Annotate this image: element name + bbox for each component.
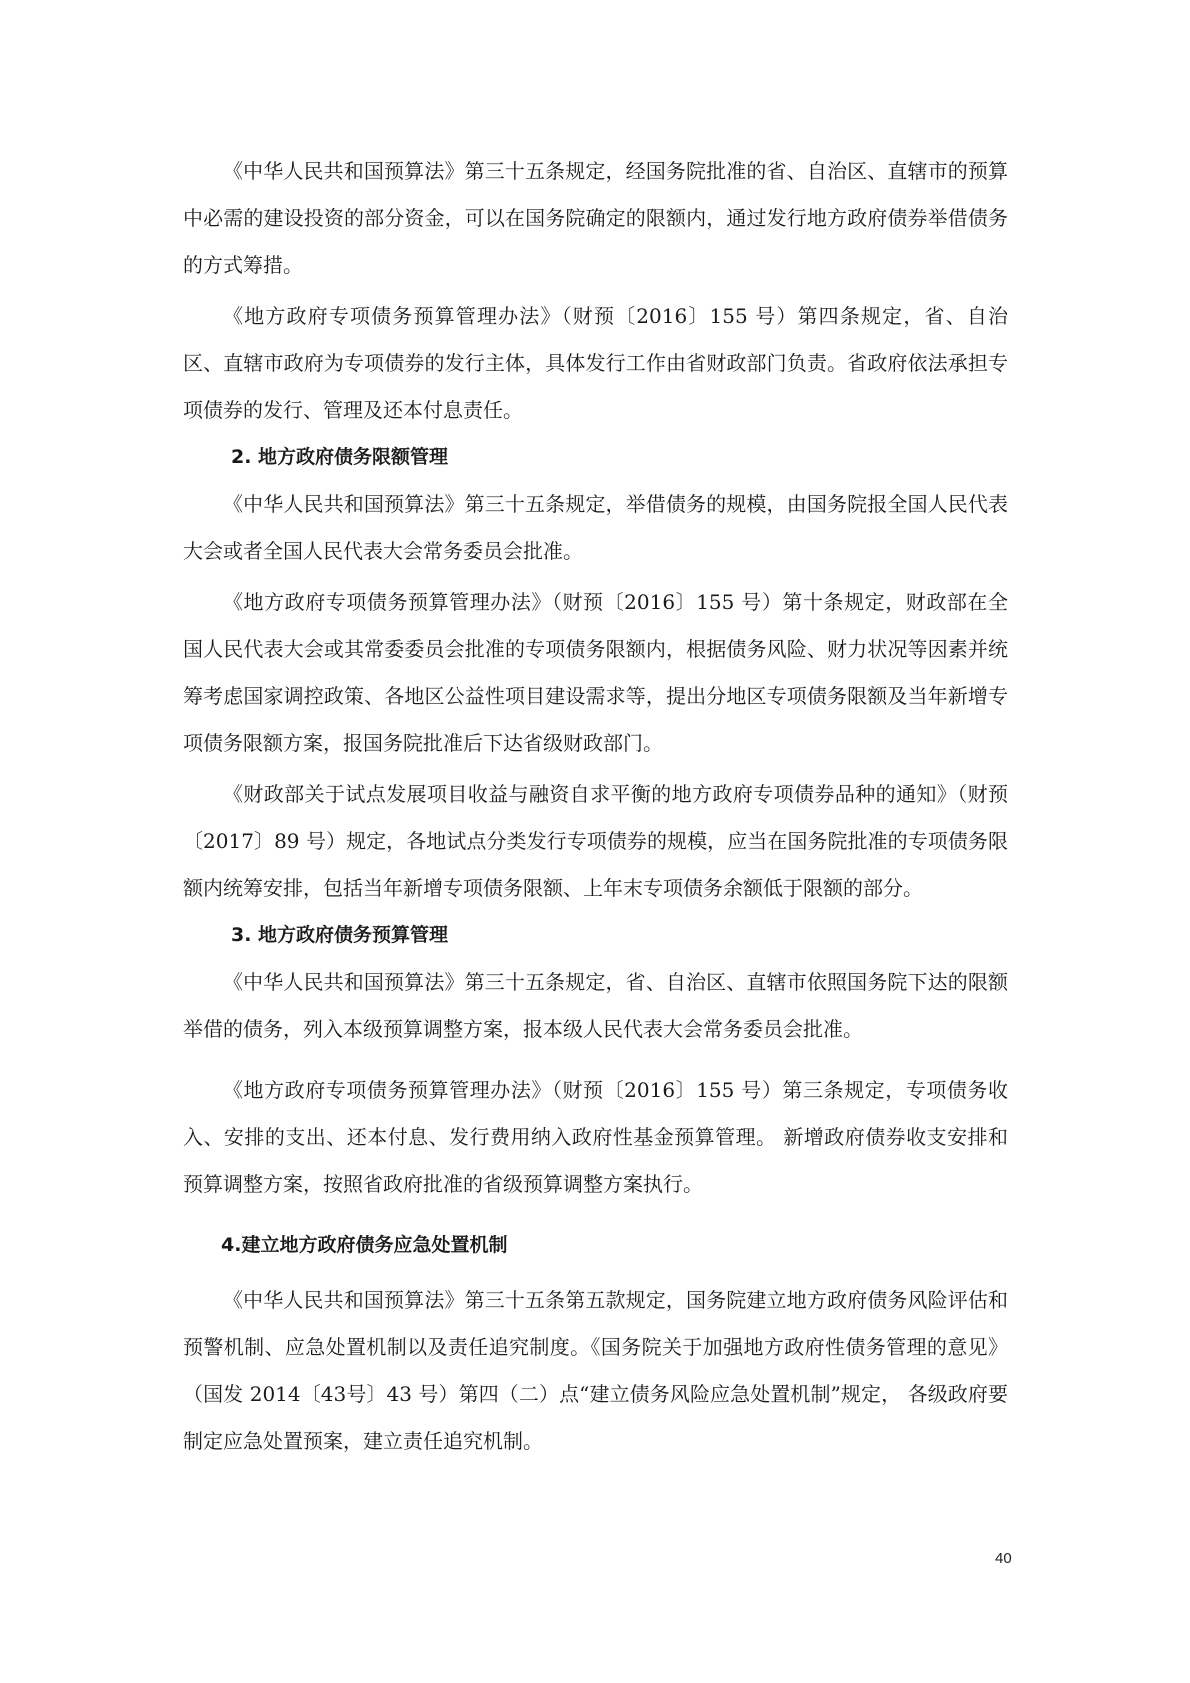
- section-heading-2: 2. 地方政府债务限额管理: [231, 446, 449, 468]
- paragraph-debt-scale: 《中华人民共和国预算法》第三十五条规定，举借债务的规模，由国务院报全国人民代表大会或者全国人民代表大会常务委员会批准。: [183, 492, 1008, 563]
- section-heading-3: 3. 地方政府债务预算管理: [231, 924, 449, 946]
- paragraph-special-debt-art10: 《地方政府专项债务预算管理办法》（财预〔2016〕155 号）第十条规定，财政部在全国人民代表大会或其常委委员会批准的专项债务限额内，根据债务风险、财力状况等因素并统筹考虑国家调控政策、各地区公益性项目建设需求等，提出分地区专项债务限额及当年新增专项债务限额方案，报国务院批准后下达省级财政部门。: [183, 590, 1008, 755]
- paragraph-budget-adjustment: 《中华人民共和国预算法》第三十五条规定，省、自治区、直辖市依照国务院下达的限额举借的债务，列入本级预算调整方案，报本级人民代表大会常务委员会批准。: [183, 970, 1008, 1041]
- paragraph-special-debt-art4: 《地方政府专项债务预算管理办法》（财预〔2016〕155 号）第四条规定，省、自治区、直辖市政府为专项债券的发行主体，具体发行工作由省财政部门负责。省政府依法承担专项债券的发行、管理及还本付息责任。: [183, 304, 1008, 422]
- section-heading-4: 4.建立地方政府债务应急处置机制: [221, 1234, 508, 1256]
- paragraph-pilot-notice: 《财政部关于试点发展项目收益与融资自求平衡的地方政府专项债券品种的通知》（财预〔2017〕89 号）规定，各地试点分类发行专项债券的规模，应当在国务院批准的专项债务限额内统筹安排，包括当年新增专项债务限额、上年末专项债务余额低于限额的部分。: [183, 782, 1008, 900]
- page-number: 40: [995, 1550, 1012, 1567]
- paragraph-emergency-mechanism: 《中华人民共和国预算法》第三十五条第五款规定，国务院建立地方政府债务风险评估和预警机制、应急处置机制以及责任追究制度。《国务院关于加强地方政府性债务管理的意见》（国发 2014〔43号〕43 号）第四（二）点“建立债务风险应急处置机制”规定， 各级政府要制定应急处置预案，建立责任追究机制。: [183, 1288, 1008, 1453]
- paragraph-special-debt-art3: 《地方政府专项债务预算管理办法》（财预〔2016〕155 号）第三条规定，专项债务收入、安排的支出、还本付息、发行费用纳入政府性基金预算管理。 新增政府债券收支安排和预算调整方案，按照省政府批准的省级预算调整方案执行。: [183, 1078, 1008, 1196]
- document-body: [183, 148, 1008, 1465]
- paragraph-budget-law-art35: 《中华人民共和国预算法》第三十五条规定，经国务院批准的省、自治区、直辖市的预算中必需的建设投资的部分资金，可以在国务院确定的限额内，通过发行地方政府债券举借债务的方式筹措。: [183, 159, 1008, 277]
